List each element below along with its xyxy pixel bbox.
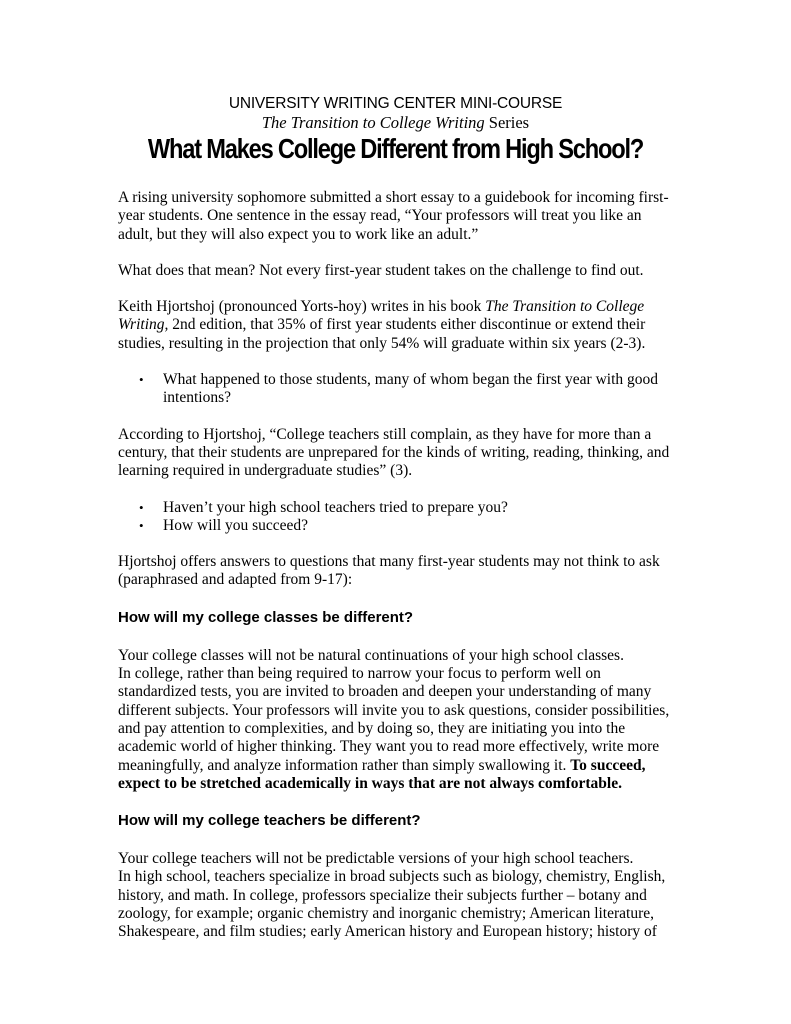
list-item — [139, 498, 673, 517]
list-item — [139, 371, 673, 408]
list-item-text: What happened to those students, many of whom began the first year with good intentions? — [163, 371, 659, 407]
series-word: Series — [484, 113, 530, 132]
classes-bold-text: To succeed, expect to be stretched academically in ways that are not always comfortable. — [118, 756, 646, 792]
statistics-text-a: Keith Hjortshoj (pronounced Yorts-hoy) writes in his book — [118, 298, 486, 316]
bullet-icon: • — [139, 372, 144, 388]
classes-paragraph — [118, 647, 673, 793]
teachers-body: In high school, teachers specialize in broad subjects such as biology, chemistry, English, history, and math. In college, professors specialize their subjects further – botany and zoology, for example; organic chemistry and inorganic chemistry; American literature, Shakespeare, and film studies; early American history and European history; history of — [118, 868, 666, 941]
page-title: What Makes College Different from High School? — [147, 133, 644, 164]
bullet-list-1 — [118, 371, 673, 408]
teachers-paragraph — [118, 850, 673, 941]
classes-first-line: Your college classes will not be natural continuations of your high school classes. — [118, 646, 624, 664]
teachers-first-line: Your college teachers will not be predictable versions of your high school teachers. — [118, 850, 634, 868]
list-item-text: Haven’t your high school teachers tried to prepare you? — [163, 498, 508, 516]
question-paragraph: What does that mean? Not every first-year student takes on the challenge to find out. — [118, 261, 644, 279]
list-item-text: How will you succeed? — [163, 516, 309, 534]
list-item — [139, 516, 673, 535]
intro-paragraph: A rising university sophomore submitted a short essay to a guidebook for incoming first-year students. One sentence in the essay read, “Your professors will treat you like an adult, but they will also expect you to work like an adult.” — [118, 189, 669, 243]
bullet-icon: • — [139, 517, 144, 533]
series-title: The Transition to College Writing — [261, 113, 485, 132]
statistics-paragraph — [118, 298, 673, 353]
statistics-text-b: 2nd edition, that 35% of first year students either discontinue or extend their studies, resulting in the projection that only 54% will graduate within six years (2-3). — [118, 316, 646, 352]
classes-body: In college, rather than being required to narrow your focus to perform well on standardized tests, you are invited to broaden and deepen your understanding of many different subjects. Your professors will invite you to ask questions, consider possibilities, and pay attention to complexities, and by doing so, they are initiating you into the academic world of higher thinking. They want you to read more effectively, write more meaningfully, and analyze information rather than simply swallowing it. — [118, 665, 670, 774]
book-title: The Transition to College Writing, — [118, 298, 645, 334]
answers-paragraph: Hjortshoj offers answers to questions that many first-year students may not think to ask (paraphrased and adapted from 9-17): — [118, 553, 660, 589]
course-heading: UNIVERSITY WRITING CENTER MINI-COURSE — [228, 95, 563, 112]
section-heading-teachers: How will my college teachers be different? — [118, 812, 421, 830]
bullet-icon: • — [139, 499, 144, 515]
quote-paragraph: According to Hjortshoj, “College teachers still complain, as they have for more than a century, that their students are unprepared for the kinds of writing, reading, thinking, and learning required in undergraduate studies” (3). — [118, 425, 670, 480]
section-heading-classes: How will my college classes be different? — [118, 608, 414, 626]
series-heading — [118, 113, 673, 132]
bullet-list-2 — [118, 499, 673, 536]
